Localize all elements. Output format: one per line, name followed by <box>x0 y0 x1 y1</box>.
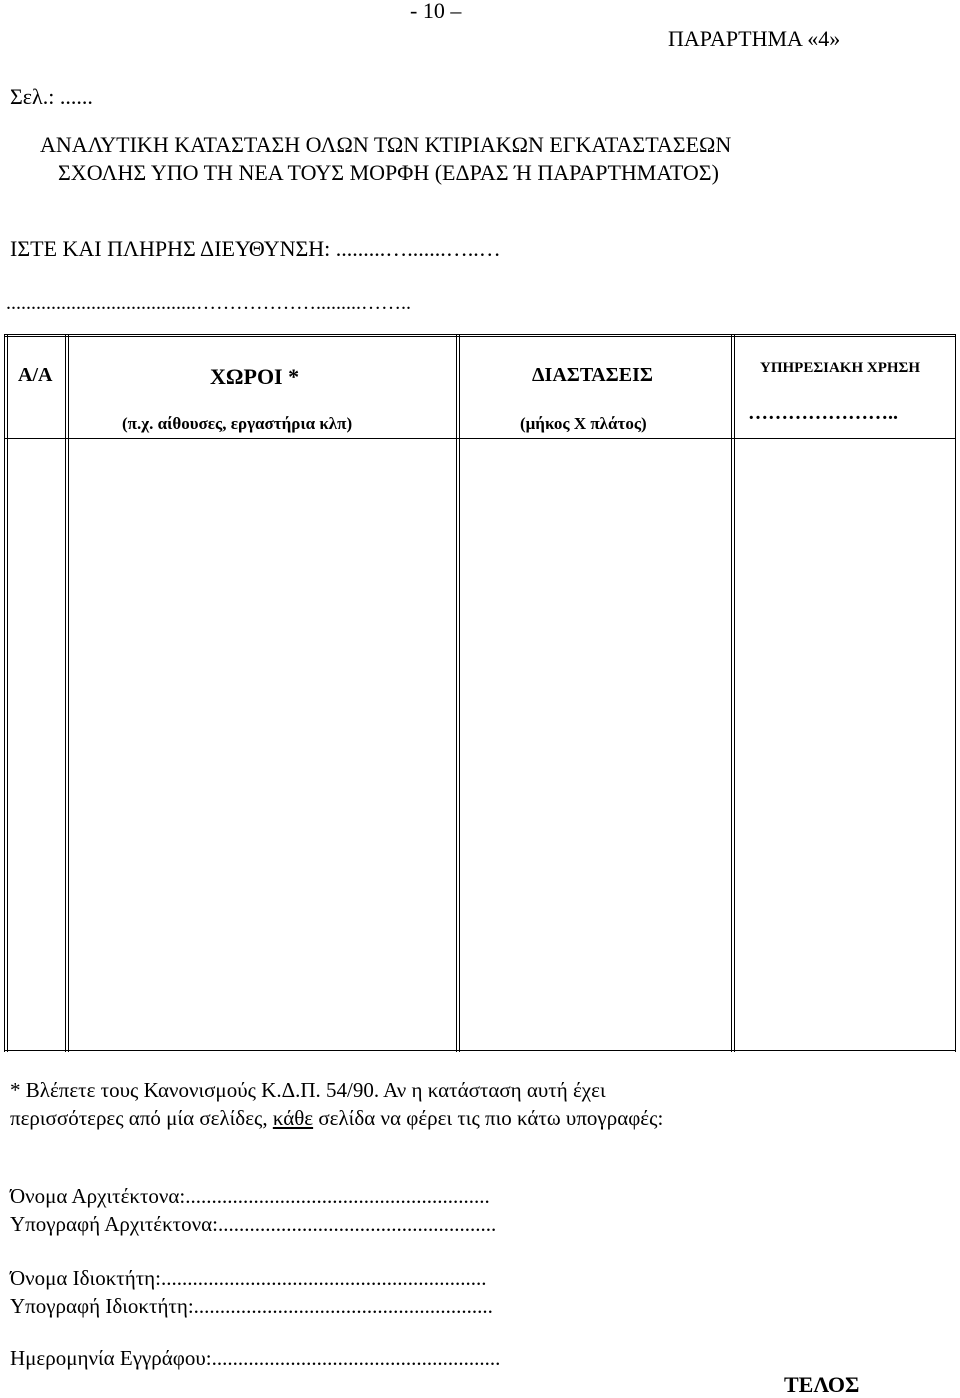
document-title-line1: ΑΝΑΛΥΤΙΚΗ ΚΑΤΑΣΤΑΣΗ ΟΛΩΝ ΤΩΝ ΚΤΙΡΙΑΚΩΝ ΕΓΚΑΤΑΣΤΑΣΕΩΝ <box>40 132 732 157</box>
table-header-divider <box>4 438 956 439</box>
column-header-dimensions-unit: (μήκος Χ πλάτος) <box>520 414 647 433</box>
annex-title: ΠΑΡΑΡΤΗΜΑ «4» <box>668 26 841 51</box>
table-border-left-inner <box>7 334 8 1052</box>
column-divider-1b <box>68 334 69 1052</box>
document-date-field[interactable]: Ημερομηνία Εγγράφου:....................................................... <box>10 1346 501 1370</box>
table-border-right <box>955 334 956 1052</box>
footnote-emphasis: κάθε <box>272 1106 314 1130</box>
column-divider-1 <box>65 334 66 1052</box>
footnote-line2 <box>10 1106 663 1131</box>
column-divider-3 <box>731 334 732 1052</box>
end-marker: ΤΕΛΟΣ <box>784 1372 860 1397</box>
owner-signature-field[interactable]: Υπογραφή Ιδιοκτήτη:......................................................... <box>10 1294 493 1318</box>
footnote-line2-start: περισσότερες από μία σελίδες, <box>10 1106 273 1130</box>
service-use-dots[interactable]: ………………….. <box>748 402 898 424</box>
owner-name-field[interactable]: Όνομα Ιδιοκτήτη:.............................................................. <box>10 1266 487 1290</box>
address-field[interactable]: ΙΣΤΕ ΚΑΙ ΠΛΗΡΗΣ ΔΙΕΥΘΥΝΣΗ: .........….......…..… <box>10 236 501 261</box>
column-divider-2b <box>459 334 460 1052</box>
architect-name-field[interactable]: Όνομα Αρχιτέκτονα:.......................................................... <box>10 1184 490 1208</box>
page-number: - 10 – <box>410 0 462 23</box>
page-reference: Σελ.: ...... <box>10 84 93 109</box>
column-divider-3b <box>734 334 735 1052</box>
table-border-bottom <box>4 1050 956 1051</box>
column-header-serial: Α/Α <box>18 364 53 386</box>
column-header-service-use: ΥΠΗΡΕΣΙΑΚΗ ΧΡΗΣΗ <box>760 360 921 376</box>
table-border-left <box>4 334 5 1052</box>
footnote-line1: * Βλέπετε τους Κανονισμούς Κ.Δ.Π. 54/90. Αν η κατάσταση αυτή έχει <box>10 1078 606 1102</box>
table-border-top-double <box>4 336 956 337</box>
column-divider-2 <box>456 334 457 1052</box>
facilities-table <box>4 334 956 1052</box>
column-header-dimensions: ΔΙΑΣΤΑΣΕΙΣ <box>532 364 653 386</box>
architect-signature-field[interactable]: Υπογραφή Αρχιτέκτονα:..................................................... <box>10 1212 497 1236</box>
column-header-spaces: ΧΩΡΟΙ * <box>210 364 300 389</box>
document-title-line2: ΣΧΟΛΗΣ ΥΠΟ ΤΗ ΝΕΑ ΤΟΥΣ ΜΟΡΦΗ (ΕΔΡΑΣ Ή ΠΑΡΑΡΤΗΜΑΤΟΣ) <box>58 160 719 185</box>
table-border-top <box>4 334 956 335</box>
column-header-spaces-example: (π.χ. αίθουσες, εργαστήρια κλπ) <box>122 414 353 433</box>
footnote-line2-end: σελίδα να φέρει τις πιο κάτω υπογραφές: <box>313 1106 664 1130</box>
address-field-line2[interactable]: ......................................……………….........…….. <box>6 292 411 314</box>
